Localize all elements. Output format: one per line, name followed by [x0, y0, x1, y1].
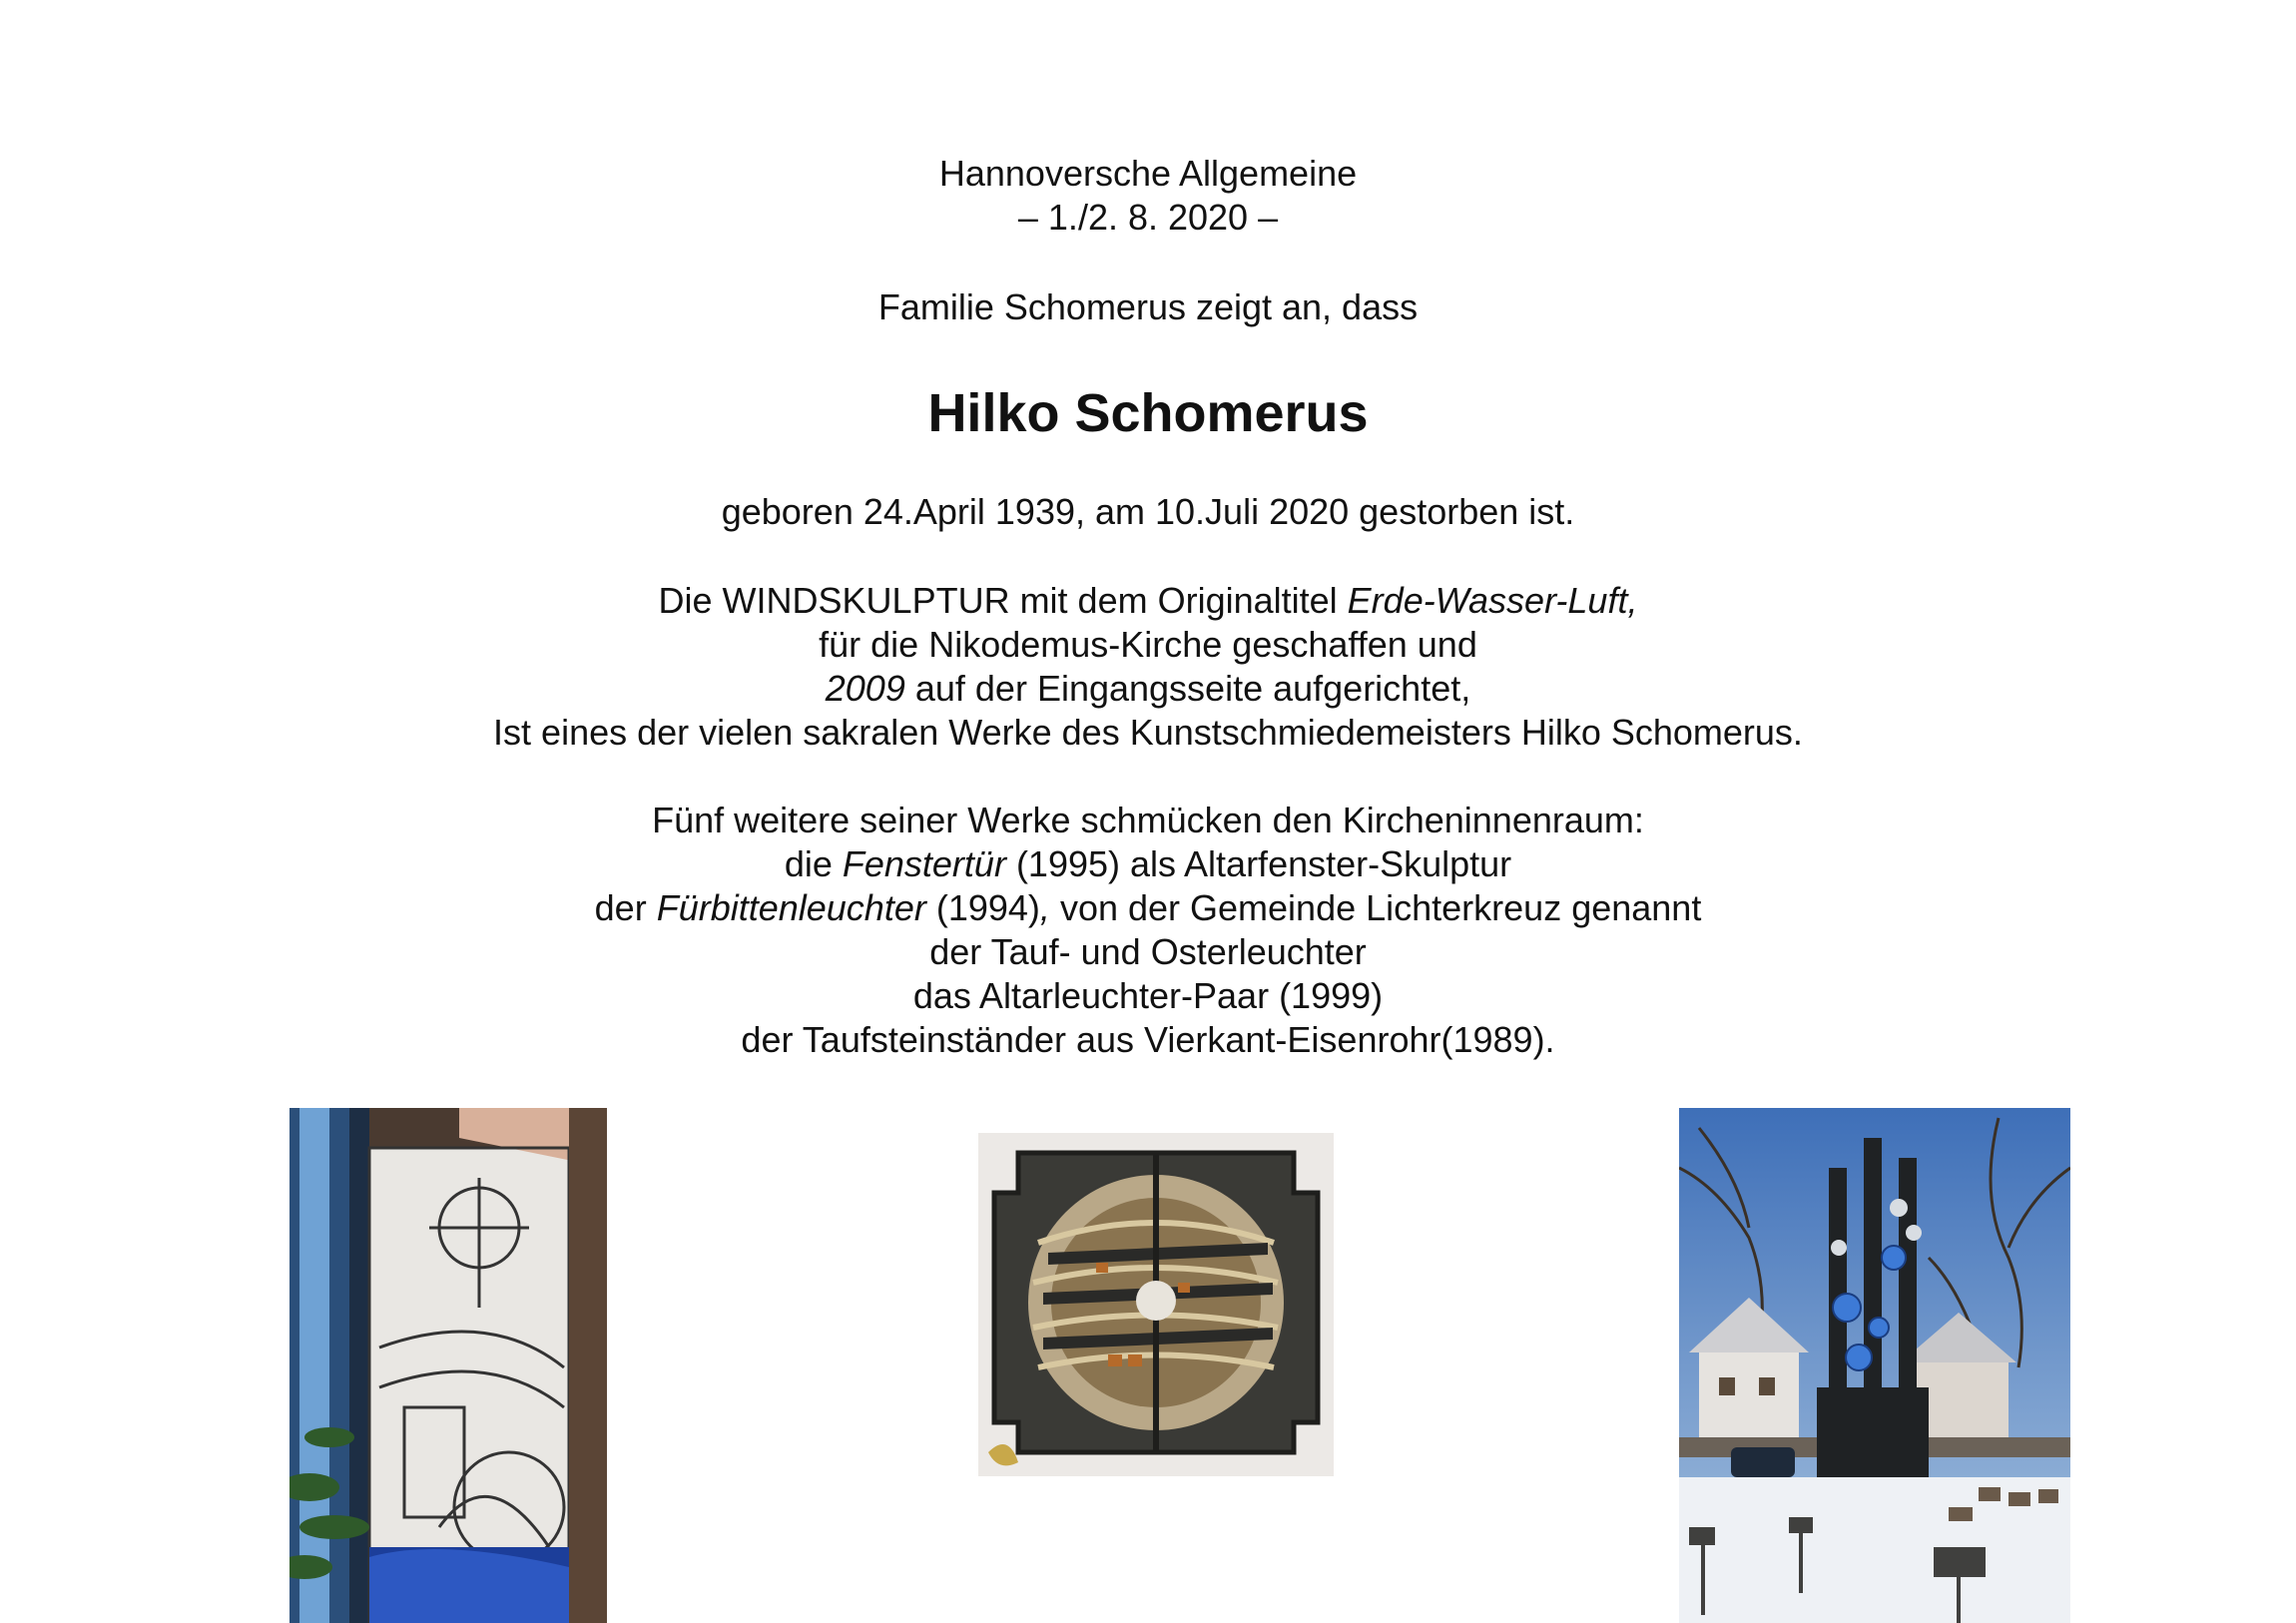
work-item-5: der Taufsteinständer aus Vierkant-Eisenrohr(1989).: [741, 1019, 1555, 1060]
fuerbittenleuchter-photo: [978, 1133, 1334, 1476]
work-title: Fürbittenleuchter: [656, 887, 926, 928]
works-intro: Fünf weitere seiner Werke schmücken den Kircheninnenraum:: [652, 800, 1644, 840]
life-dates: geboren 24.April 1939, am 10.Juli 2020 gestorben ist.: [721, 491, 1575, 532]
windskulptur-line-4: Ist eines der vielen sakralen Werke des Kunstschmiedemeisters Hilko Schomerus.: [493, 712, 1803, 753]
newspaper-name: Hannoversche Allgemeine: [938, 153, 1358, 194]
work-item-2: der Fürbittenleuchter (1994), von der Gemeinde Lichterkreuz genannt: [594, 887, 1702, 928]
publication-date: – 1./2. 8. 2020 –: [1017, 197, 1279, 238]
windskulptur-photo: [1679, 1108, 2070, 1623]
deceased-name: Hilko Schomerus: [927, 383, 1369, 443]
year: 2009: [825, 668, 905, 709]
work-item-3: der Tauf- und Osterleuchter: [929, 931, 1367, 972]
fenstertuer-photo: [289, 1108, 607, 1623]
windskulptur-line-3: 2009 auf der Eingangsseite aufgerichtet,: [825, 668, 1471, 709]
intro-line: Familie Schomerus zeigt an, dass: [877, 286, 1419, 327]
windskulptur-line-2: für die Nikodemus-Kirche geschaffen und: [819, 624, 1477, 665]
work-item-1: die Fenstertür (1995) als Altarfenster-Skulptur: [784, 843, 1512, 884]
artwork-title: Erde-Wasser-Luft,: [1347, 580, 1638, 621]
work-item-4: das Altarleuchter-Paar (1999): [912, 975, 1384, 1016]
windskulptur-line-1: Die WINDSKULPTUR mit dem Originaltitel Erde-Wasser-Luft,: [658, 580, 1638, 621]
work-title: Fenstertür: [842, 843, 1006, 884]
